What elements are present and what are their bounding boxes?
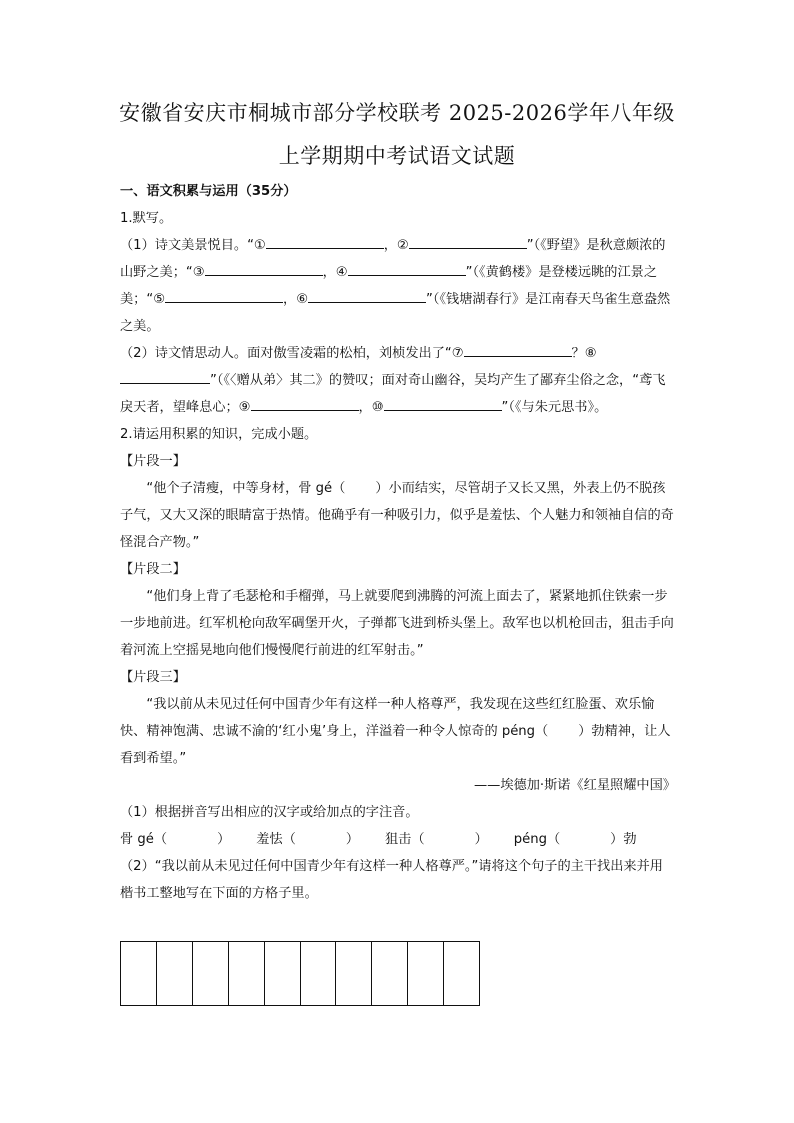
grid-cell[interactable]	[336, 942, 372, 1005]
question-1-part-1: （1）诗文美景悦目。“① ，② ”（《野望》是秋意颇浓的山野之美；“③ ，④ ”（《黄鹤楼》是登楼远眺的江景之美；“⑤ ，⑥ ”（《钱塘湖春行》是江南春天鸟雀生意盎然之美。	[120, 232, 676, 340]
answer-blank-2[interactable]	[409, 234, 527, 249]
question-2-heading: 2.请运用积累的知识，完成小题。	[120, 427, 318, 442]
source-attribution: ——埃德加·斯诺《红星照耀中国》	[473, 778, 676, 793]
grid-cell[interactable]	[229, 942, 265, 1005]
grid-cell[interactable]	[121, 942, 157, 1005]
grid-cell[interactable]	[372, 942, 408, 1005]
question-1-part-2: （2）诗文情思动人。面对傲雪凌霜的松柏，刘桢发出了“⑦ ？⑧”（《〈赠从弟〉其二》的赞叹；面对奇山幽谷，吴均产生了鄙弃尘俗之念，“鸢飞戾天者，望峰息心；⑨ ，⑩ ”（《与朱元思书》。	[120, 340, 676, 421]
grid-cell[interactable]	[157, 942, 193, 1005]
sub-question-1: （1）根据拼音写出相应的汉字或给加点的字注音。	[120, 805, 419, 820]
fragment-3-text: “我以前从未见过任何中国青少年有这样一种人格尊严，我发现在这些红红脸蛋、欢乐愉快、精神饱满、忠诚不渝的‘红小鬼’身上，洋溢着一种令人惊奇的 péng（ ）勃精神，让人看到希望。”	[120, 697, 671, 766]
page-title-line1: 安徽省安庆市桐城市部分学校联考 2025-2026学年八年级	[119, 101, 675, 125]
answer-grid	[120, 941, 480, 1006]
grid-cell[interactable]	[193, 942, 229, 1005]
grid-cell[interactable]	[301, 942, 337, 1005]
pinyin-answer-line: 骨 gé（ ） 羞怯（ ） 狙击（ ） péng（ ）勃	[120, 832, 637, 847]
fragment-3-label: 【片段三】	[120, 670, 186, 685]
answer-blank-6[interactable]	[308, 288, 426, 303]
fragment-1-label: 【片段一】	[120, 454, 186, 469]
answer-blank-7[interactable]	[464, 342, 572, 357]
answer-blank-3[interactable]	[205, 261, 323, 276]
page-title-line2: 上学期期中考试语文试题	[278, 144, 516, 168]
section-heading: 一、语文积累与运用（35分）	[120, 184, 297, 199]
answer-blank-9[interactable]	[251, 396, 359, 411]
exam-content	[120, 178, 676, 907]
answer-blank-4[interactable]	[348, 261, 466, 276]
grid-cell[interactable]	[444, 942, 479, 1005]
question-1-heading: 1.默写。	[120, 211, 173, 226]
answer-blank-10[interactable]	[384, 396, 502, 411]
answer-blank-5[interactable]	[165, 288, 283, 303]
fragment-1-text: “他个子清瘦，中等身材，骨 gé（ ）小而结实，尽管胡子又长又黑，外表上仍不脱孩子气，又大又深的眼睛富于热情。他确乎有一种吸引力，似乎是羞怯、个人魅力和领袖自信的奇怪混合产物。”	[120, 481, 674, 550]
answer-blank-8[interactable]	[120, 369, 210, 384]
fragment-2-text: “他们身上背了毛瑟枪和手榴弹，马上就要爬到沸腾的河流上面去了，紧紧地抓住铁索一步一步地前进。红军机枪向敌军碉堡开火，子弹都飞进到桥头堡上。敌军也以机枪回击，狙击手向着河流上空摇晃地向他们慢慢爬行前进的红军射击。”	[120, 589, 674, 658]
fragment-2-label: 【片段二】	[120, 562, 186, 577]
grid-cell[interactable]	[265, 942, 301, 1005]
answer-blank-1[interactable]	[266, 234, 384, 249]
grid-cell[interactable]	[408, 942, 444, 1005]
sub-question-2: （2）“我以前从未见过任何中国青少年有这样一种人格尊严。”请将这个句子的主干找出来并用楷书工整地写在下面的方格子里。	[120, 859, 663, 901]
